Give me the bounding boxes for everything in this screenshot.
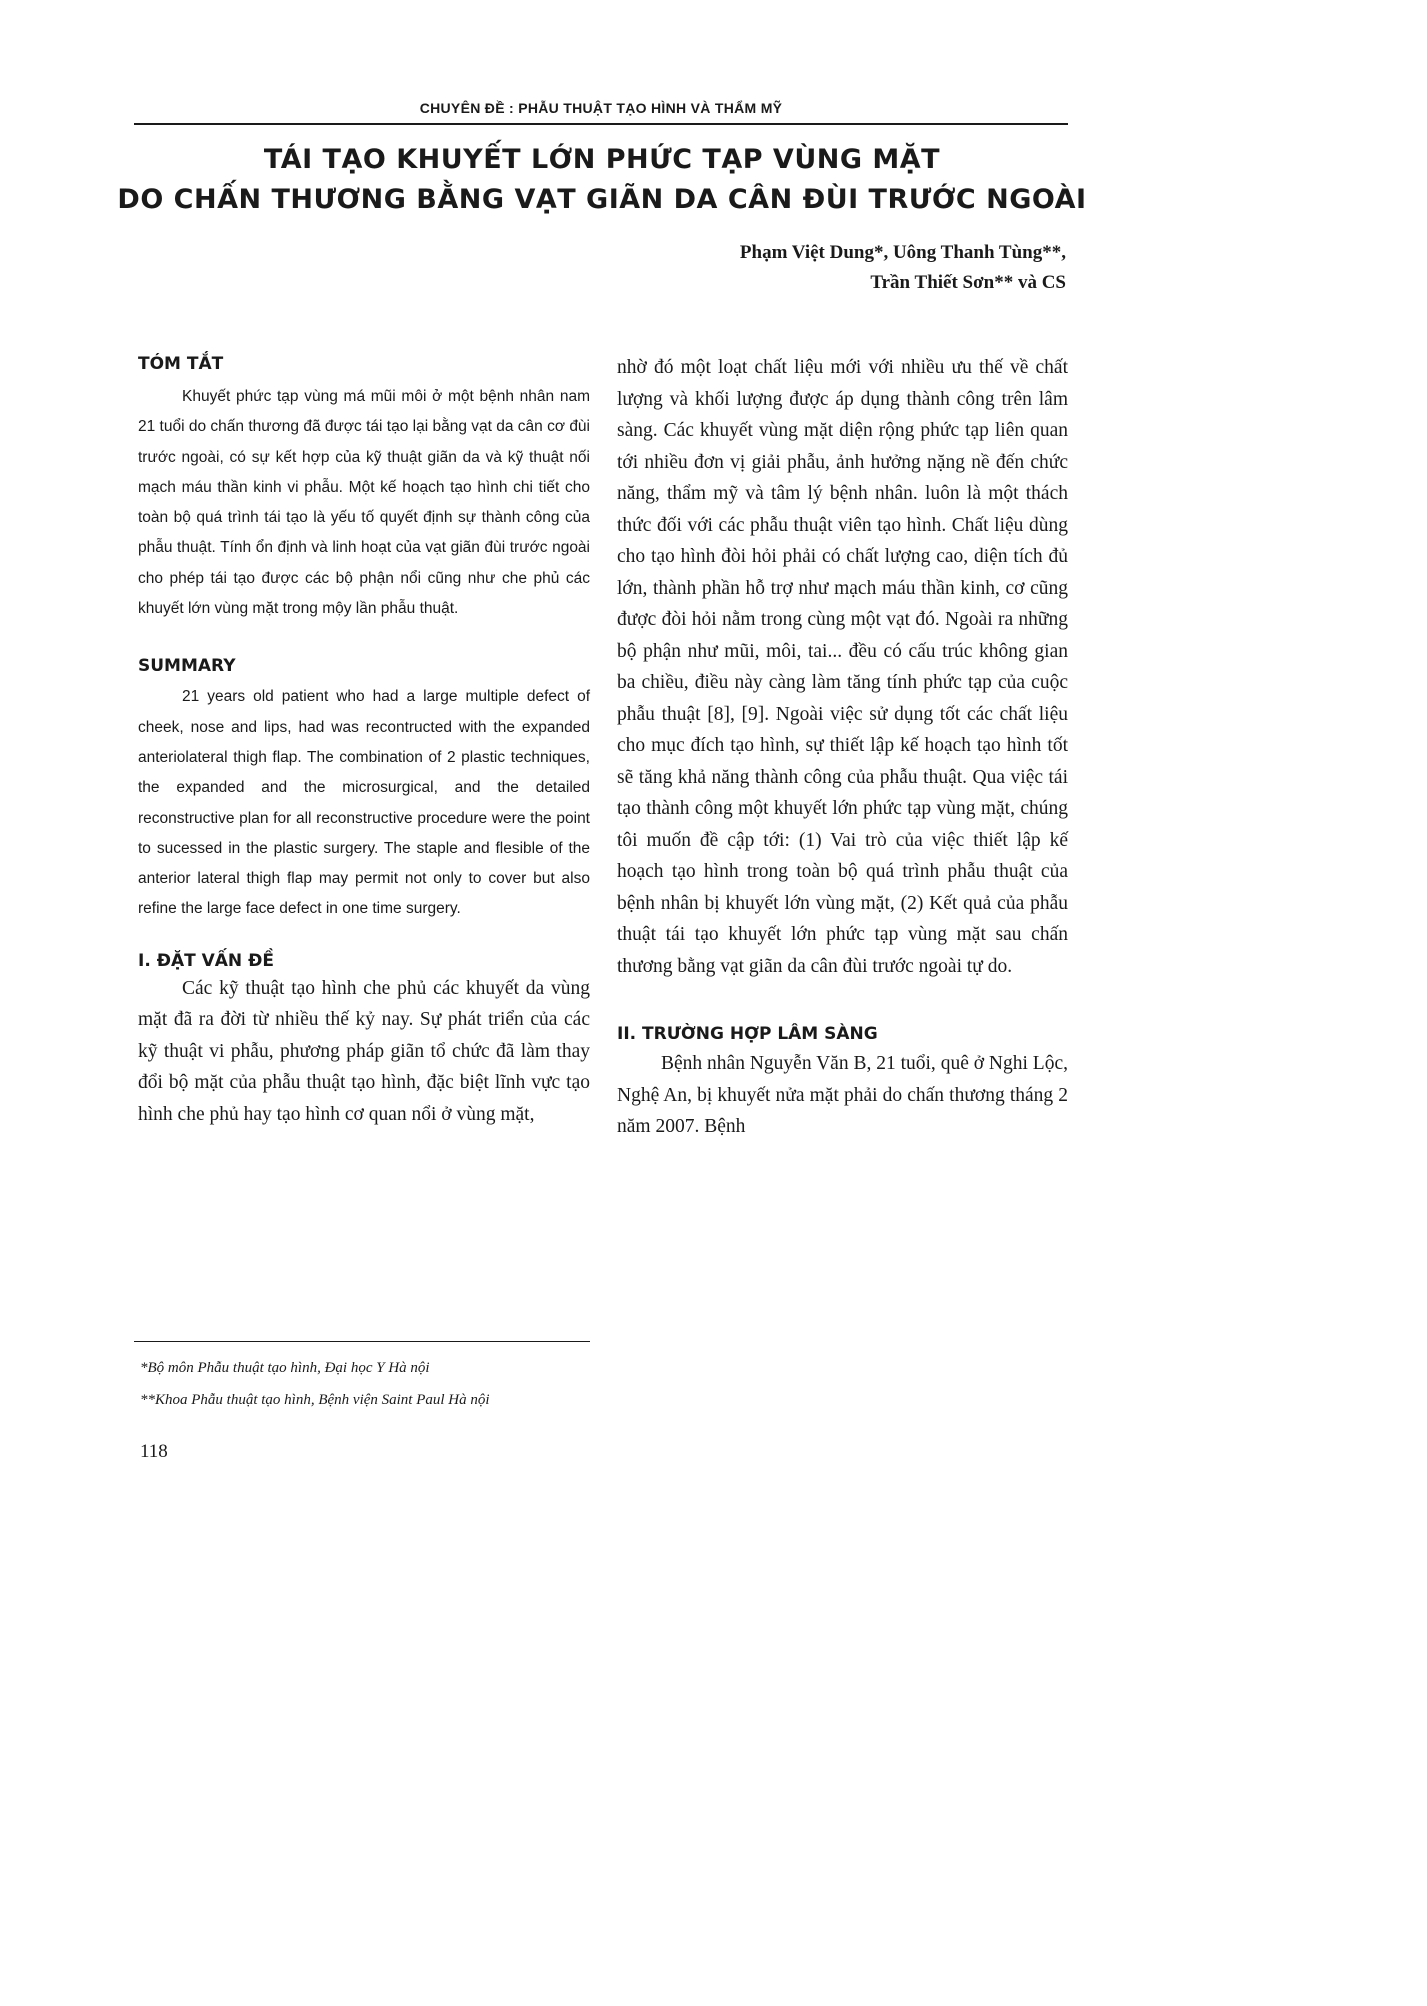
running-header: CHUYÊN ĐỀ : PHẪU THUẬT TẠO HÌNH VÀ THẨM MỸ — [419, 100, 783, 116]
footnote-rule — [134, 1341, 590, 1342]
author-list — [466, 238, 1066, 298]
abstract-en-text: 21 years old patient who had a large multiple defect of cheek, nose and lips, had was recontructed with the expanded anteriolateral thigh flap. The combination of 2 plastic techniques, the expanded and the microsurgical, and the detailed reconstructive plan for all reconstructive procedure were the point to sucessed in the plastic surgery. The staple and flesible of the anterior lateral thigh flap may permit not only to cover but also refine the large face defect in one time surgery. — [138, 688, 590, 918]
right-column — [617, 352, 1068, 1143]
title-line-2: DO CHẤN THƯƠNG BẰNG VẠT GIÃN DA CÂN ĐÙI TRƯỚC NGOÀI — [117, 184, 1087, 215]
abstract-vi-text: Khuyết phức tạp vùng má mũi môi ở một bệnh nhân nam 21 tuổi do chấn thương đã được tái tạo lại bằng vạt da cân cơ đùi trước ngoài, có sự kết hợp của kỹ thuật giãn da và kỹ thuật nối mạch máu thần kinh vi phẫu. Một kế hoạch tạo hình chi tiết cho toàn bộ quá trình tái tạo là yếu tố quyết định sự thành công của phẫu thuật. Tính ổn định và linh hoạt của vạt giãn đùi trước ngoài cho phép tái tạo được các bộ phận nổi cũng như che phủ các khuyết lớn vùng mặt trong mộy lần phẫu thuật. — [138, 388, 590, 618]
abstract-en-heading: SUMMARY — [138, 656, 236, 677]
section-1-text-left: Các kỹ thuật tạo hình che phủ các khuyết da vùng mặt đã ra đời từ nhiều thế kỷ nay. Sự phát triển của các kỹ thuật vi phẫu, phương pháp giãn tổ chức đã làm thay đổi bộ mặt của phẫu thuật tạo hình, đặc biệt lĩnh vực tạo hình che phủ hay tạo hình cơ quan nổi ở vùng mặt, — [138, 977, 590, 1125]
article-title — [110, 140, 1094, 220]
header-rule — [134, 123, 1068, 125]
footnote-2: **Khoa Phẫu thuật tạo hình, Bệnh viện Saint Paul Hà nội — [140, 1392, 490, 1408]
page-number: 118 — [140, 1441, 168, 1462]
authors-line-1: Phạm Việt Dung*, Uông Thanh Tùng**, — [739, 242, 1066, 263]
section-1-heading: I. ĐẶT VẤN ĐỀ — [138, 950, 274, 971]
title-line-1: TÁI TẠO KHUYẾT LỚN PHỨC TẠP VÙNG MẶT — [263, 144, 941, 175]
section-2-heading: II. TRƯỜNG HỢP LÂM SÀNG — [617, 1024, 878, 1044]
authors-line-2: Trần Thiết Sơn** và CS — [870, 272, 1066, 293]
footnote-1: *Bộ môn Phẫu thuật tạo hình, Đại học Y Hà nội — [140, 1360, 430, 1376]
section-2-text: Bệnh nhân Nguyễn Văn B, 21 tuổi, quê ở Nghi Lộc, Nghệ An, bị khuyết nửa mặt phải do chấn thương tháng 2 năm 2007. Bệnh — [617, 1053, 1068, 1137]
footnotes — [140, 1352, 660, 1416]
left-column — [138, 354, 590, 1130]
section-1-text-right: nhờ đó một loạt chất liệu mới với nhiều ưu thế về chất lượng và khối lượng được áp dụng thành công trên lâm sàng. Các khuyết vùng mặt diện rộng phức tạp liên quan tới nhiều đơn vị giải phẫu, ảnh hưởng nặng nề đến chức năng, thẩm mỹ và tâm lý bệnh nhân. luôn là một thách thức đối với các phẫu thuật viên tạo hình. Chất liệu dùng cho tạo hình đòi hỏi phải có chất lượng cao, diện tích đủ lớn, thành phần hỗ trợ như mạch máu thần kinh, cơ cũng được đòi hỏi nằm trong cùng một vạt đó. Ngoài ra những bộ phận như mũi, môi, tai... đều có cấu trúc không gian ba chiều, điều này càng làm tăng tính phức tạp của cuộc phẫu thuật [8], [9]. Ngoài việc sử dụng tốt các chất liệu cho mục đích tạo hình, sự thiết lập kế hoạch tạo hình tốt sẽ tăng khả năng thành công của phẫu thuật. Qua việc tái tạo thành công một khuyết lớn phức tạp vùng mặt, chúng tôi muốn đề cập tới: (1) Vai trò của việc thiết lập kế hoạch tạo hình trong toàn bộ quá trình phẫu thuật của bệnh nhân bị khuyết lớn vùng mặt, (2) Kết quả của phẫu thuật tái tạo khuyết lớn phức tạp vùng mặt sau chấn thương bằng vạt giãn da cân đùi trước ngoài tự do. — [617, 357, 1068, 977]
abstract-vi-heading: TÓM TẮT — [138, 354, 224, 374]
